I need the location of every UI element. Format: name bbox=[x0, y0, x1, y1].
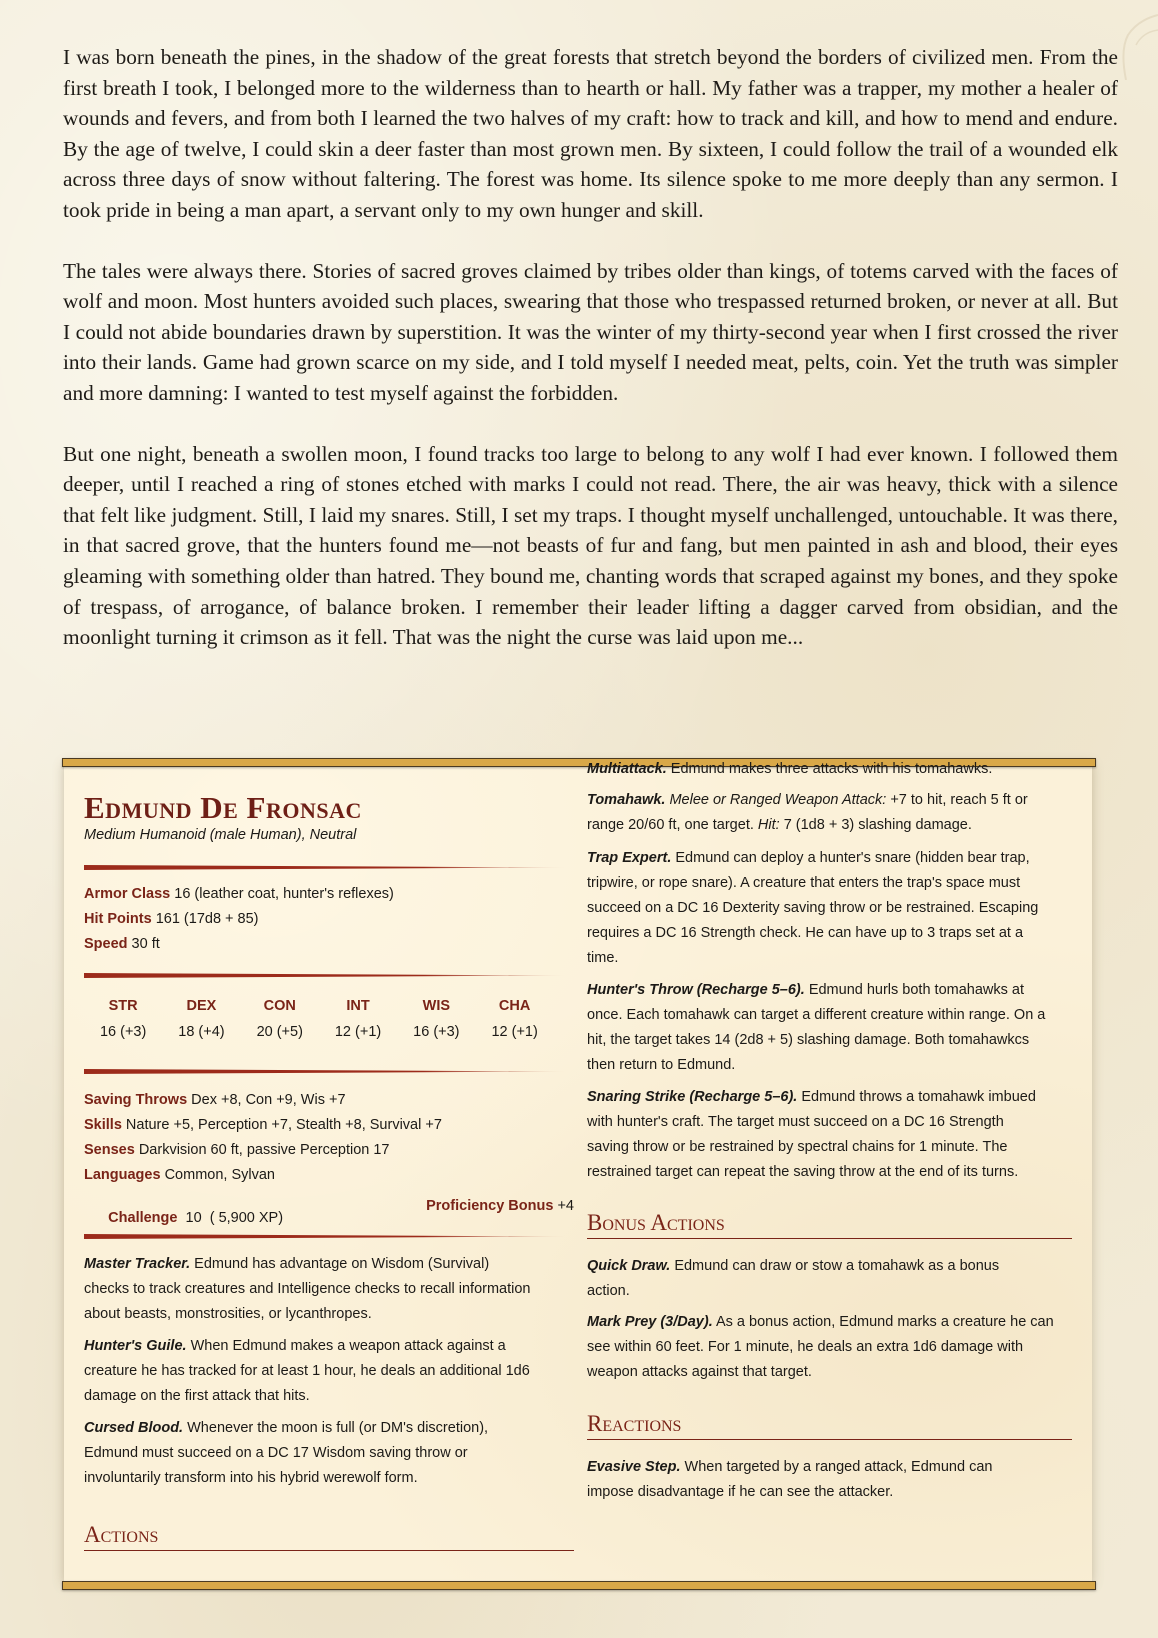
narrative-paragraph-1: I was born beneath the pines, in the shadow of the great forests that stretch beyond the borders of civilized men. From the first breath I took, I belonged more to the wilderness than to hearth or hall. My father was a trapper, my mother a healer of wounds and fevers, and from both I learned the two halves of my craft: how to track and kill, and how to mend and endure. By the age of twelve, I could skin a deer faster than most grown men. By sixteen, I could follow the trail of a wounded elk across three days of snow without faltering. The forest was home. Its silence spoke to me more deeply than any sermon. I took pride in being a man apart, a servant only to my own hunger and skill. bbox=[63, 45, 1118, 222]
action-name: Trap Expert. bbox=[587, 850, 672, 866]
hit-points-label: Hit Points bbox=[84, 911, 152, 927]
ability-value: 16 (+3) bbox=[99, 1024, 147, 1040]
speed bbox=[84, 935, 160, 953]
action-text: Edmund throws a tomahawk imbued with hunter's craft. The target must succeed on a DC 16 Strength saving throw or be restrained by spectral chains for 1 minute. The restrained target can repeat the saving throw at the end of its turns. bbox=[587, 1089, 1036, 1180]
trait-name: Master Tracker. bbox=[84, 1256, 191, 1272]
ability-name: DEX bbox=[186, 998, 217, 1014]
bonus-action-name: Quick Draw. bbox=[587, 1258, 671, 1274]
ability-scores bbox=[84, 998, 554, 1040]
proficiency-bonus bbox=[426, 1198, 574, 1214]
languages-value: Common, Sylvan bbox=[164, 1167, 275, 1183]
action-text: 7 (1d8 + 3) slashing damage. bbox=[783, 817, 972, 833]
bonus-action-quick-draw bbox=[587, 1254, 1037, 1304]
trait-name: Cursed Blood. bbox=[84, 1420, 184, 1436]
ability-dex bbox=[162, 998, 240, 1040]
ability-name: INT bbox=[346, 998, 370, 1014]
proficiency-label: Proficiency Bonus bbox=[426, 1198, 554, 1214]
action-text: Edmund makes three attacks with his tomahawks. bbox=[670, 761, 993, 777]
monster-type: Medium Humanoid (male Human), Neutral bbox=[84, 827, 357, 843]
saving-throws-label: Saving Throws bbox=[84, 1092, 188, 1108]
bonus-action-text: Edmund can draw or stow a tomahawk as a bonus action. bbox=[587, 1258, 1000, 1299]
senses-value: Darkvision 60 ft, passive Perception 17 bbox=[138, 1142, 390, 1158]
trait-name: Hunter's Guile. bbox=[84, 1338, 187, 1354]
languages-label: Languages bbox=[84, 1167, 161, 1183]
speed-value: 30 ft bbox=[131, 936, 160, 952]
section-divider bbox=[84, 1234, 569, 1239]
ability-cha bbox=[475, 998, 553, 1040]
trait-text: Whenever the moon is full (or DM's discretion), Edmund must succeed on a DC 17 Wisdom saving throw or involuntarily transform into his hybrid werewolf form. bbox=[84, 1420, 489, 1486]
trait-cursed-blood bbox=[84, 1416, 534, 1491]
action-multiattack bbox=[587, 757, 1057, 782]
narrative-paragraph-3: But one night, beneath a swollen moon, I found tracks too large to belong to any wolf I had ever known. I followed them deeper, until I reached a ring of stones etched with marks I could not read. There, the air was heavy, thick with a silence that felt like judgment. Still, I laid my snares. Still, I set my traps. I thought myself unchallenged, untouchable. It was there, in that sacred grove, that the hunters found me—not beasts of fur and fang, but men painted in ash and blood, their eyes gleaming with something older than hatred. They bound me, chanting words that scraped against my bones, and they spoke of trespass, of arrogance, of balance broken. I remember their leader lifting a dagger carved from obsidian, and the moonlight turning it crimson as it fell. That was the night the curse was laid upon me... bbox=[63, 441, 1118, 650]
section-divider bbox=[84, 1069, 569, 1074]
ability-name: WIS bbox=[422, 998, 451, 1014]
hit-points-value: 161 (17d8 + 85) bbox=[155, 911, 259, 927]
action-name: Snaring Strike (Recharge 5–6). bbox=[587, 1089, 798, 1105]
speed-label: Speed bbox=[84, 936, 128, 952]
armor-class bbox=[84, 885, 394, 903]
saving-throws bbox=[84, 1091, 346, 1109]
bonus-action-name: Mark Prey (3/Day). bbox=[587, 1314, 713, 1330]
narrative-paragraph-2: The tales were always there. Stories of sacred groves claimed by tribes older than kings, of totems carved with the faces of wolf and moon. Most hunters avoided such places, swearing that those who trespassed returned broken, or never at all. But I could not abide boundaries drawn by superstition. It was the winter of my thirty-second year when I first crossed the river into their lands. Game had grown scarce on my side, and I told myself I needed meat, pelts, coin. Yet the truth was simpler and more damning: I wanted to test myself against the forbidden. bbox=[63, 258, 1118, 405]
action-snaring-strike bbox=[587, 1085, 1047, 1185]
bonus-actions-heading: Bonus Actions bbox=[587, 1210, 1072, 1239]
ability-value: 12 (+1) bbox=[491, 1024, 538, 1040]
proficiency-value: +4 bbox=[557, 1198, 574, 1214]
action-tomahawk bbox=[587, 788, 1037, 838]
senses-label: Senses bbox=[84, 1142, 135, 1158]
reaction-text: When targeted by a ranged attack, Edmund can impose disadvantage if he can see the attacker. bbox=[587, 1459, 993, 1500]
action-text: Edmund can deploy a hunter's snare (hidden bear trap, tripwire, or rope snare). A creature that enters the trap's space must succeed on a DC 16 Dexterity saving throw or be restrained. Escaping requires a DC 16 Strength check. He can have up to 3 traps set at a time. bbox=[587, 850, 1039, 966]
action-name: Multiattack. bbox=[587, 761, 667, 777]
skills-label: Skills bbox=[84, 1117, 122, 1133]
languages bbox=[84, 1166, 275, 1184]
saving-throws-value: Dex +8, Con +9, Wis +7 bbox=[191, 1092, 346, 1108]
trait-text: When Edmund makes a weapon attack against a creature he has tracked for at least 1 hour, he deals an additional 1d6 damage on the first attack that hits. bbox=[84, 1338, 530, 1404]
ability-value: 16 (+3) bbox=[413, 1024, 460, 1040]
ability-str bbox=[84, 998, 162, 1040]
ability-name: STR bbox=[108, 998, 138, 1014]
trait-hunters-guile bbox=[84, 1334, 534, 1409]
ability-con bbox=[241, 998, 319, 1040]
stat-block bbox=[64, 761, 1092, 1584]
challenge-value: 10 ( 5,900 XP) bbox=[185, 1210, 284, 1226]
armor-class-value: 16 (leather coat, hunter's reflexes) bbox=[174, 886, 394, 902]
trait-master-tracker bbox=[84, 1252, 534, 1327]
section-divider bbox=[84, 865, 569, 870]
action-hunters-throw bbox=[587, 978, 1047, 1078]
section-divider bbox=[84, 973, 569, 978]
reaction-name: Evasive Step. bbox=[587, 1459, 681, 1475]
ability-value: 12 (+1) bbox=[334, 1024, 382, 1040]
challenge-label: Challenge bbox=[108, 1210, 178, 1226]
narrative-text bbox=[63, 42, 1118, 653]
skills-value: Nature +5, Perception +7, Stealth +8, Survival +7 bbox=[125, 1117, 442, 1133]
ability-name: CHA bbox=[498, 998, 531, 1014]
armor-class-label: Armor Class bbox=[84, 886, 171, 902]
action-trap-expert bbox=[587, 846, 1057, 971]
senses bbox=[84, 1141, 389, 1159]
hit-points bbox=[84, 910, 259, 928]
monster-name: Edmund De Fronsac bbox=[84, 790, 362, 825]
bonus-action-mark-prey bbox=[587, 1310, 1057, 1385]
stat-block-bottom-bar bbox=[62, 1581, 1096, 1590]
reaction-evasive-step bbox=[587, 1455, 1037, 1505]
ability-value: 18 (+4) bbox=[178, 1024, 225, 1040]
action-name: Tomahawk. bbox=[587, 792, 666, 808]
action-text: +7 to hit, reach 5 ft or range 20/60 ft, one target. bbox=[587, 792, 1028, 833]
skills bbox=[84, 1116, 442, 1134]
action-name: Hunter's Throw (Recharge 5–6). bbox=[587, 982, 805, 998]
actions-heading: Actions bbox=[84, 1522, 574, 1551]
bonus-action-text: As a bonus action, Edmund marks a creature he can see within 60 feet. For 1 minute, he deals an extra 1d6 damage with weapon attacks against that target. bbox=[587, 1314, 1054, 1380]
ability-int bbox=[319, 998, 397, 1040]
ability-name: CON bbox=[263, 998, 296, 1014]
reactions-heading: Reactions bbox=[587, 1411, 1072, 1440]
action-hit-label: Hit: bbox=[757, 817, 780, 833]
action-text: Edmund hurls both tomahawks at once. Each tomahawk can target a different creature within range. On a hit, the target takes 14 (2d8 + 5) slashing damage. Both tomahawkcs then return to Edmund. bbox=[587, 982, 1046, 1073]
ability-value: 20 (+5) bbox=[256, 1024, 303, 1040]
ability-wis bbox=[397, 998, 475, 1040]
trait-text: Edmund has advantage on Wisdom (Survival) checks to track creatures and Intelligence checks to recall information about beasts, monstrosities, or lycanthropes. bbox=[84, 1256, 531, 1322]
action-attack-type: Melee or Ranged Weapon Attack: bbox=[669, 792, 887, 808]
